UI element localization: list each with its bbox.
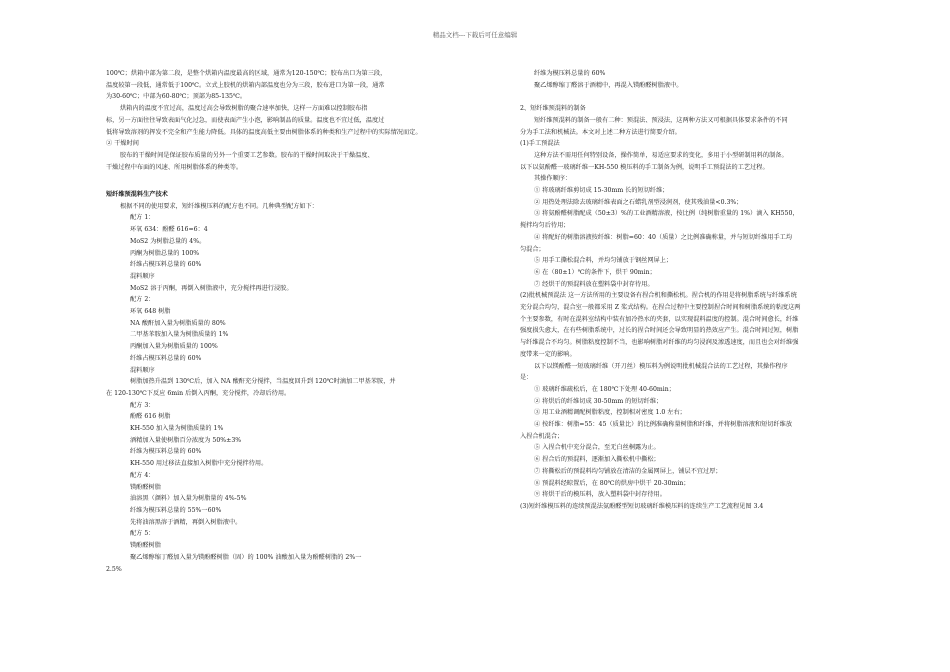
recipe-line: 镁酚醛树脂 [130,542,161,550]
text-line: 个主要参数，有时在混料室结构中装有加冷热水的夹套，以实现混料温度的控制。混合时间愈长，纤维 [520,315,799,323]
list-item: ⑤ 用手工撕松混合料，并均匀铺放于钢丝网屏上； [534,257,673,265]
list-item: ⑥ 在（80±1）℃的条件下，烘干 90min； [534,268,656,276]
right-column [520,68,850,513]
list-item: ④ 按纤维：树脂=55：45（质量比）的比例准确称量树脂和纤维，并将树脂溶液和短切纤维放 [534,421,793,429]
text-line: 干燥过程中布面的风速、所用树脂体系的种类等。 [106,163,243,171]
recipe-line: 纤维占模压料总量的 60% [130,354,202,362]
recipe-line: 丙酮为树脂总量的 100% [130,249,200,257]
text-line: 其操作顺序： [534,175,572,183]
list-item: ③ 将氨酚醛树脂配成（50±3）%的工业酒精溶液，按比例（纯树脂重量的 1%）滴入 KH550， [534,210,799,218]
recipe-line: 配方 1： [130,214,155,222]
text-line: 胶布的干燥时间是保证胶布质量的另外一个重要工艺参数。胶布的干燥时间取决于干燥温度、 [120,151,374,159]
text-line: 这种方法不需用任何特别设备，操作简单，易适应要求的变化，多用于小型研制用料的制备。 [534,151,788,159]
text-line: 2.5% [106,565,122,573]
recipe-line: 油溶黑（颜料）加入量为树脂量的 4%-5% [130,495,247,503]
recipe-line: 聚乙烯醇缩丁醛加入量为镁酚醛树脂（固）的 100% 油酸加入量为酚醛树脂的 2%一 [130,553,362,561]
text-line: 树脂加热升温到 130℃后，加入 NA 酸酐充分搅拌，当温度回升到 120℃时滴加二甲基苯胺，并 [130,378,396,386]
text-line: 强度损失愈大，在有些树脂系统中，过长的捏合时间还会导致明显的热效应产生。混合时间过短，树脂 [520,327,799,335]
text-line: 低将导致溶剂的挥发不完全和产生能力降低。具体的温度高低主要由树脂体系的种类和生产过程中的实际情况而定。 [106,128,422,136]
list-item: ② 用热处理法除去玻璃纤维表面之石蜡乳剂型浸润剂，使其残油量<0.3%； [534,198,743,206]
recipe-line: 丙酮加入量为树脂质量的 100% [130,343,218,351]
recipe-line: 配方 4： [130,471,155,479]
text-line: 入捏合机混合； [520,432,564,440]
recipe-line: 纤维为模压料总量的 55%一60% [130,507,222,514]
recipe-line: 酚醛 616 树脂 [130,413,171,421]
list-item: ⑦ 将撕松后的预混料均匀铺放在清洁的金属网屏上，铺层不宜过厚； [534,467,722,475]
text-line: 与纤维混合不均匀。树脂粘度控制不当，也影响树脂对纤维的均匀浸润及渗透速度，而且也会对纤维强 [520,339,799,347]
recipe-line: 配方 5： [130,530,155,538]
text-line: 在 120-130℃下反应 6min 后倒入丙酮，充分搅拌，冷却后待用。 [106,389,291,397]
recipe-line: 纤维占模压料总量的 60% [130,261,202,269]
recipe-line: 纤维为模压料总量的 60% [130,448,202,456]
section-heading: 短纤维预混料生产技术 [106,191,168,199]
text-line: (3)短纤维模压料的连续预混法氨酚醛型短切玻璃纤维模压料的连续生产工艺流程见图 3.4 [520,503,764,510]
text-line: 根据不同的使用要求，短纤维模压料的配方也不同。几种典型配方如下： [120,202,318,210]
list-item: ③ 用工业酒精调配树脂粘度，控制相对密度 1.0 左右； [534,409,686,417]
list-item: ④ 将配好的树脂溶液按纤维：树脂=60：40（质量）之比例准确称量，并与短切纤维用手工均 [534,233,793,241]
text-line: 100℃；烘箱中部为第二段，是整个烘箱内温度最高的区域，通常为120-150℃；胶布出口为第三段， [106,70,387,77]
list-item: ② 将烘后的纤维切成 30-50mm 的短切纤维； [534,397,663,405]
recipe-line: 先将油溶黑溶于酒精，再倒入树脂液中。 [130,518,242,526]
text-line: 是： [520,374,533,382]
text-line: 度带来一定的影响。 [520,350,576,358]
recipe-line: 配方 2： [130,296,155,304]
recipe-line: NA 酸酐加入量为树脂质量的 80% [130,319,226,327]
recipe-line: 酒精加入量使树脂百分浓度为 50%±3% [130,436,242,444]
text-line: 为30-60℃；中部为60-80℃；顶部为85-135℃。 [106,93,247,101]
text-line: 短纤维预混料的制备一般有二种：预混法、预浸法，这两种方法又可根据具体要求条件的不同 [534,116,788,124]
sub-heading: (1)手工预混法 [520,140,560,148]
recipe-line: 二甲基苯胺加入量为树脂质量的 1% [130,331,229,339]
recipe-line: KH-550 用过移法直接加入树脂中充分搅拌待用。 [130,460,268,468]
list-item: ① 玻璃纤维疏松后，在 180℃下处理 40-60min； [534,385,675,393]
recipe-line: MoS2 为树脂总量的 4%。 [130,237,206,245]
list-item: ② 干燥时间 [106,140,139,148]
recipe-line: 镁酚醛树脂 [130,483,161,491]
text-line: 以下以镁酚醛一短玻璃纤维（开刀丝）模压料为例说明批机械混合法的工艺过程，其操作程序 [534,362,788,370]
text-line: 温度较第一段低，通常低于100℃。立式上胶机的烘箱内部温度也分为三段，胶布进口为第一段，通常 [106,81,385,89]
text-line: 聚乙烯醇缩丁醛溶于酒精中，再混入镁酚醛树脂液中。 [534,81,683,89]
recipe-line: 混料顺序 [130,272,155,280]
text-line: 以下以氨酚醛一玻璃纤维一KH-550 模压料的手工制备为例，说明手工预混法的工艺过程。 [520,163,769,171]
text-line: 搅拌均匀后待用； [520,222,570,230]
text-line: 充分混合均匀，混合室一般都采用 Z 桨式结构。在捏合过程中主要控制捏合时间和树脂系统的粘度这两 [520,304,801,312]
recipe-line: 配方 3： [130,401,155,409]
list-item: ⑥ 捏合后的预混料，逐渐加入撕松机中撕松； [534,456,660,464]
text-line: 烘箱内的温度不宜过高，温度过高会导致树脂的聚合速率加快，这样一方面难以控制胶布指 [120,105,368,113]
list-item: ⑦ 经烘干的预混料放在塑料袋中封存待用。 [534,280,654,288]
recipe-line: 混料顺序 [130,366,155,374]
recipe-line: KH-550 加入量为树脂质量的 1% [130,425,224,433]
text-line: 标，另一方面往往导致表面气化过急，而使表面产生小泡，影响制品的质量。温度也不宜过低，温度过 [106,116,385,124]
text-line: (2)批机械预混法 这一方法所用的主要设备有捏合机和撕松机。捏合机的作用是将树脂系统与纤维系统 [520,292,797,300]
list-item: ① 将玻璃纤维剪切成 15-30mm 长的短切纤维； [534,187,669,195]
recipe-line: MoS2 溶于丙酮，再倒入树脂液中，充分搅拌再进行浸胶。 [130,284,293,292]
text-line: 分为手工法和机械法。本文对上述二种方法进行简要介绍。 [520,128,681,136]
list-item: ⑤ 入捏合机中充分混合，至无白丝桐露为止。 [534,444,660,452]
left-column [106,68,436,575]
list-item: ⑧ 预混料经晾置后，在 80℃的烘房中烘干 20-30min； [534,479,690,487]
recipe-line: 环氧 648 树脂 [130,308,171,316]
page-header: 精品文档---下载后可任意编辑 [432,31,518,39]
section-heading: 2、短纤维预混料的制备 [520,105,586,113]
text-line: 纤维为模压料总量的 60% [534,70,606,77]
recipe-line: 环氧 634：酚醛 616=6：4 [130,226,208,234]
list-item: ⑨ 将烘干后的模压料，放入塑料袋中封存待用。 [534,491,666,499]
text-line: 匀混合； [520,245,545,253]
